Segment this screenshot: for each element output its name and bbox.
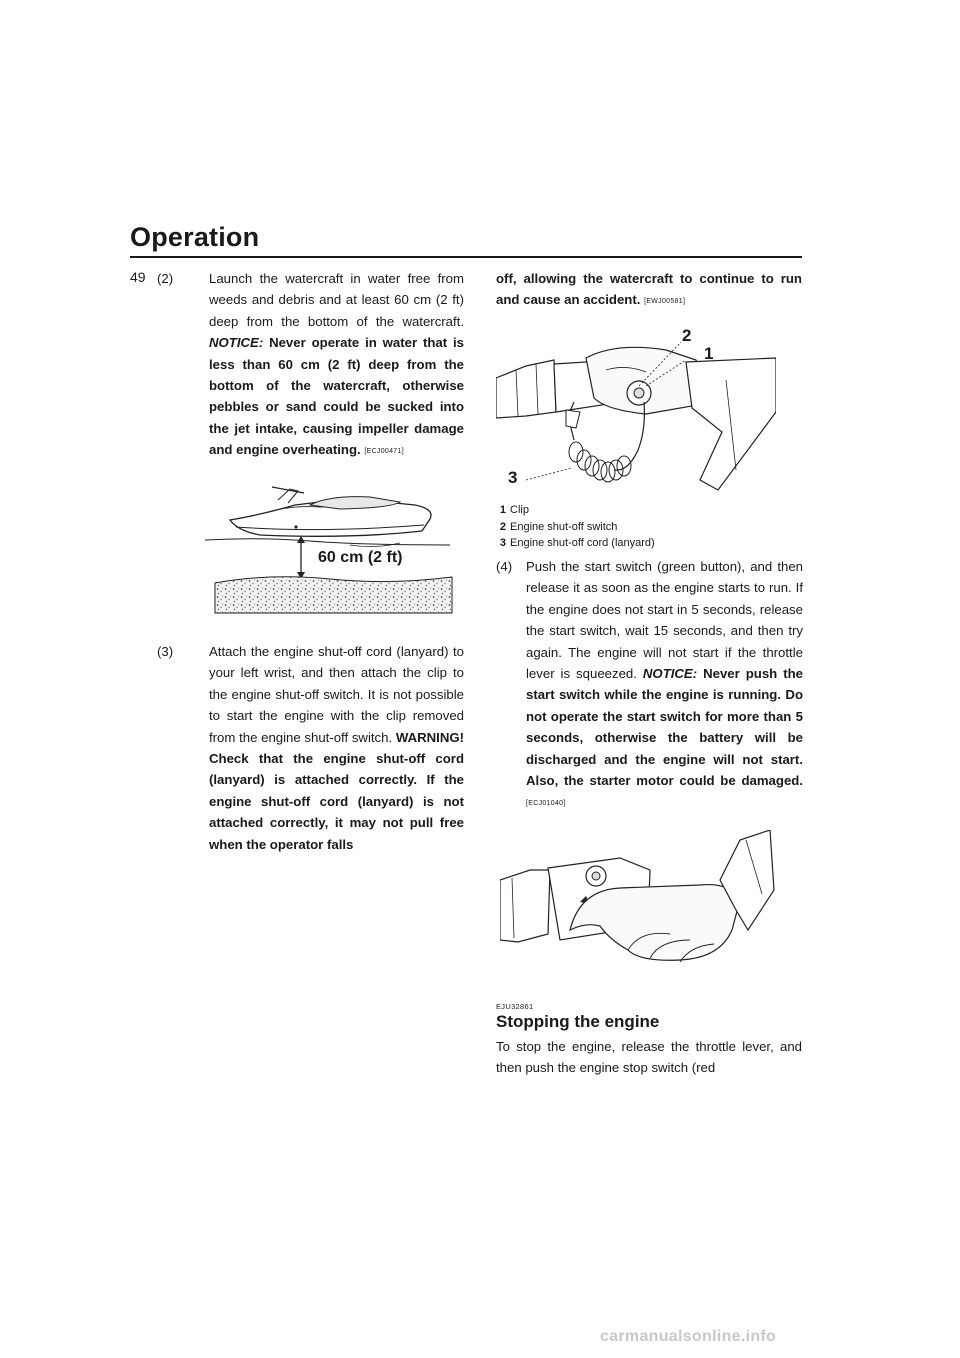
section-code: EJU32861 [496, 1002, 534, 1011]
legend-label: Engine shut-off cord (lanyard) [510, 537, 655, 549]
start-switch-illustration [500, 830, 775, 975]
legend-number: 2 [499, 520, 506, 533]
left-column-lower [157, 641, 464, 855]
callout-1: 1 [704, 344, 714, 363]
callout-3: 3 [508, 468, 518, 487]
legend-item [496, 519, 655, 536]
legend-label: Engine shut-off switch [510, 520, 618, 533]
step-2 [157, 268, 464, 463]
wrist-lanyard-illustration [496, 320, 776, 498]
left-column [157, 268, 464, 463]
step-text: Attach the engine shut-off cord (lanyard) to your left wrist, and then attach the clip to the engine shut-off switch. It is not possible to start the engine with the clip removed from the engine shut-off switch. [209, 644, 464, 745]
legend-item [496, 502, 655, 519]
figure-legend [496, 502, 655, 552]
warning-continued-text: off, allowing the watercraft to continue to run and cause an accident. [496, 271, 802, 308]
step-number: (3) [157, 644, 174, 659]
warning-continuation [496, 268, 802, 313]
page-title: Operation [130, 222, 260, 252]
step-number: (4) [496, 559, 513, 574]
depth-label: 60 cm (2 ft) [318, 549, 403, 566]
notice-text: Never operate in water that is less than 60 cm (2 ft) deep from the bottom of the watercraft, otherwise pebbles or sand could be sucked into the jet intake, causing impeller damage and engine overheating. [209, 335, 464, 458]
legend-label: Clip [510, 504, 529, 516]
reference-code: [ECJ01040] [526, 800, 566, 808]
start-switch-figure [500, 830, 775, 975]
reference-code: [EWJ00581] [644, 298, 686, 306]
legend-number: 3 [499, 537, 506, 549]
notice-label: NOTICE: [642, 666, 698, 682]
watercraft-depth-figure [200, 475, 455, 615]
right-column-step4 [496, 556, 803, 815]
step-4 [496, 556, 803, 815]
watercraft-illustration [200, 475, 455, 615]
right-column-top [496, 268, 802, 313]
section-heading: Stopping the engine [496, 1012, 660, 1031]
step-3 [157, 641, 464, 855]
notice-text: Never push the start switch while the engine is running. Do not operate the start switch for more than 5 seconds, otherwise the battery will be discharged and the engine will not start. Also, the starter motor could be damaged. [526, 666, 803, 789]
header-rule [130, 256, 802, 258]
step-number: (2) [157, 271, 174, 286]
reference-code: [ECJ00471] [364, 448, 404, 456]
step-text: Push the start switch (green button), and then release it as soon as the engine starts to run. If the engine does not start in 5 seconds, release the start switch, wait 15 seconds, and then try again. The engine will not start if the throttle lever is squeezed. [526, 559, 803, 682]
step-text: Launch the watercraft in water free from weeds and debris and at least 60 cm (2 ft) deep from the bottom of the watercraft. [209, 271, 464, 329]
legend-item [496, 535, 655, 552]
lanyard-figure [496, 320, 776, 498]
notice-label: NOTICE: [209, 335, 264, 351]
callout-2: 2 [682, 326, 692, 345]
watermark: carmanualsonline.info [600, 1328, 777, 1345]
legend-number: 1 [499, 504, 506, 516]
page-number: 49 [130, 269, 146, 285]
warning-text: WARNING! Check that the engine shut-off cord (lanyard) is attached correctly. If the engine shut-off cord (lanyard) is not attached correctly, it may not pull free when the operator falls [209, 729, 464, 852]
section-body: To stop the engine, release the throttle lever, and then push the engine stop switch (red [496, 1039, 802, 1076]
